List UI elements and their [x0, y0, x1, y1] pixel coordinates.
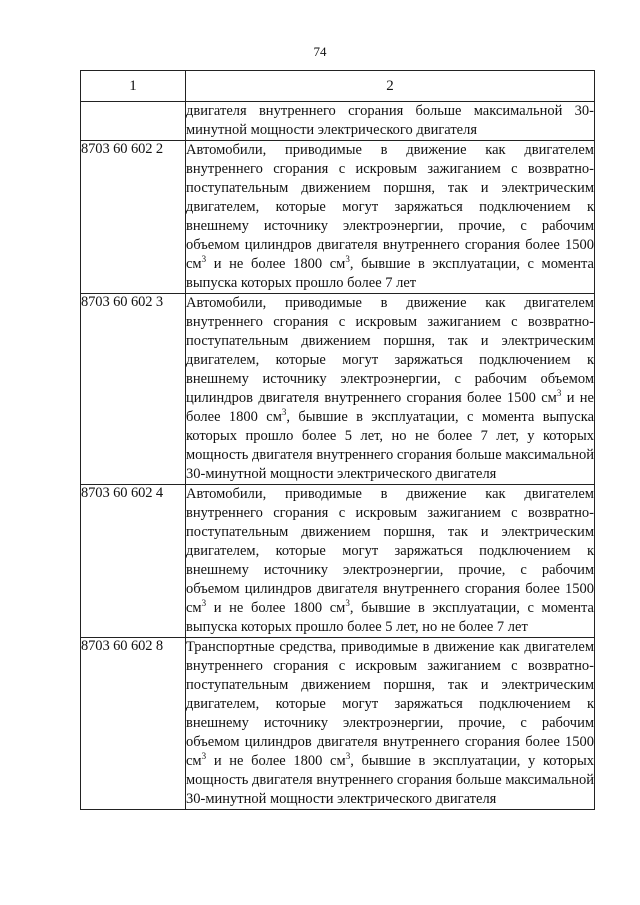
description-text: Автомобили, приводимые в движение как двигателем внутреннего сгорания с искровым зажиганием с возвратно-поступательным движением поршня, так и электрическим двигателем, которые могут заряжаться подключением к внешнему источнику электроэнергии, прочие, с рабочим объемом цилиндров двигателя внутреннего сгорания более 1500 см	[186, 142, 594, 272]
table-header-row	[81, 71, 595, 102]
column-header-1: 1	[81, 71, 186, 102]
tariff-code-cell: 8703 60 602 2	[81, 141, 186, 294]
superscript: 3	[556, 388, 562, 399]
description-text: , бывшие в эксплуатации, с момента выпуска которых прошло более 5 лет, но не более 7 лет, у которых мощность двигателя внутреннего сгорания больше максимальной 30-минутной мощности электрического двигателя	[186, 409, 595, 482]
description-text: , бывшие в эксплуатации, с момента выпуска которых прошло более 7 лет	[186, 256, 594, 291]
tariff-code-cell: 8703 60 602 8	[81, 638, 186, 810]
description-cell	[186, 141, 595, 294]
description-cell	[186, 102, 595, 141]
description-text: , бывшие в эксплуатации, с момента выпуска которых прошло более 5 лет, но не более 7 лет	[186, 600, 594, 635]
tariff-code-cell: 8703 60 602 3	[81, 294, 186, 485]
description-text: и не более 1800 см	[186, 390, 594, 425]
description-text: и не более 1800 см	[206, 600, 346, 616]
column-header-2: 2	[186, 71, 595, 102]
page-number: 74	[313, 44, 327, 59]
description-text: двигателя внутреннего сгорания больше максимальной 30-минутной мощности электрического двигателя	[186, 103, 594, 138]
description-cell	[186, 485, 595, 638]
description-cell	[186, 638, 595, 810]
description-text: Автомобили, приводимые в движение как двигателем внутреннего сгорания с искровым зажиганием с возвратно-поступательным движением поршня, так и электрическим двигателем, которые могут заряжаться подключением к внешнему источнику электроэнергии, прочие, с рабочим объемом цилиндров двигателя внутреннего сгорания более 1500 см	[186, 486, 594, 616]
superscript: 3	[201, 751, 207, 762]
description-text: Транспортные средства, приводимые в движение как двигателем внутреннего сгорания с искровым зажиганием с возвратно-поступательным движением поршня, так и электрическим двигателем, которые могут заряжаться подключением к внешнему источнику электроэнергии, прочие, с рабочим объемом цилиндров двигателя внутреннего сгорания более 1500 см	[186, 639, 594, 769]
tariff-code-cell: 8703 60 602 4	[81, 485, 186, 638]
table-body	[81, 102, 595, 810]
description-text: , бывшие в эксплуатации, у которых мощность двигателя внутреннего сгорания больше максимальной 30-минутной мощности электрического двигателя	[186, 753, 594, 807]
description-text: и не более 1800 см	[206, 256, 346, 272]
description-cell	[186, 294, 595, 485]
superscript: 3	[281, 407, 287, 418]
superscript: 3	[345, 254, 350, 265]
superscript: 3	[345, 751, 351, 762]
tariff-code-cell	[81, 102, 186, 141]
table-row	[81, 638, 595, 810]
table-row	[81, 485, 595, 638]
superscript: 3	[345, 598, 350, 609]
table-row	[81, 102, 595, 141]
superscript: 3	[201, 598, 207, 609]
table-row	[81, 294, 595, 485]
description-text: и не более 1800 см	[206, 753, 346, 769]
table-row	[81, 141, 595, 294]
tariff-table	[80, 70, 595, 810]
description-text: Автомобили, приводимые в движение как двигателем внутреннего сгорания с искровым зажиганием с возвратно-поступательным движением поршня, так и электрическим двигателем, которые могут заряжаться подключением к внешнему источнику электроэнергии, с рабочим объемом цилиндров двигателя внутреннего сгорания более 1500 см	[186, 295, 594, 406]
superscript: 3	[201, 254, 207, 265]
